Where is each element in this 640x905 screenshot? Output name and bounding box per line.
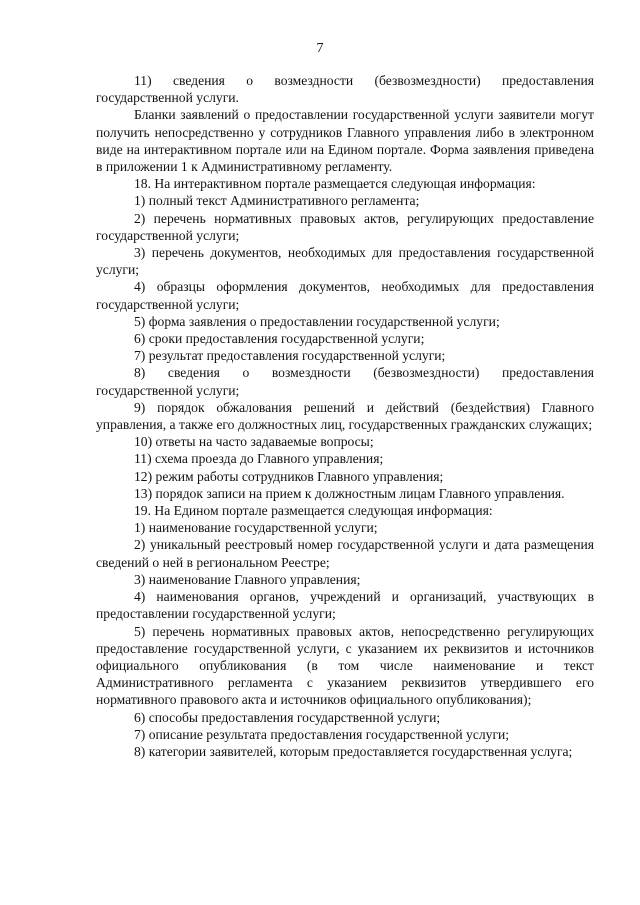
list-item: 3) наименование Главного управления; bbox=[134, 571, 361, 587]
list-item: 8) категории заявителей, которым предоставляется государственная услуга; bbox=[134, 743, 573, 759]
paragraph: Бланки заявлений о предоставлении государственной услуги заявители могут получить непосредственно у сотрудников Главного управления либо в электронном виде на интерактивном портале или на Едином портале. Форма заявления приведена в приложении 1 к Административному регламенту. bbox=[96, 107, 594, 175]
list-item: 10) ответы на часто задаваемые вопросы; bbox=[134, 434, 374, 450]
list-item: 5) форма заявления о предоставлении государственной услуги; bbox=[134, 313, 500, 329]
paragraph: 11) сведения о возмездности (безвозмездности) предоставления государственной услуги. bbox=[96, 73, 594, 106]
list-item: 9) порядок обжалования решений и действий (бездействия) Главного управления, а также его должностных лиц, государственных гражданских служащих; bbox=[96, 399, 594, 433]
list-item: 7) результат предоставления государственной услуги; bbox=[134, 348, 446, 364]
list-item: 12) режим работы сотрудников Главного управления; bbox=[134, 468, 444, 484]
list-item: 1) полный текст Административного регламента; bbox=[134, 193, 420, 209]
list-item: 4) наименования органов, учреждений и организаций, участвующих в предоставлении государственной услуги; bbox=[96, 589, 594, 622]
list-item: 5) перечень нормативных правовых актов, непосредственно регулирующих предоставление государственной услуги, с указанием их реквизитов и источников официального опубликования (в том числе наименование и текст Административного регламента с указанием реквизитов утвердившего его нормативного правового акта и источников официального опубликования); bbox=[96, 623, 594, 708]
list-item: 8) сведения о возмездности (безвозмездности) предоставления государственной услуги; bbox=[96, 365, 594, 398]
list-item: 1) наименование государственной услуги; bbox=[134, 520, 378, 536]
list-item: 11) схема проезда до Главного управления; bbox=[134, 451, 384, 467]
list-item: 2) уникальный реестровый номер государственной услуги и дата размещения сведений о ней в региональном Реестре; bbox=[96, 537, 594, 570]
list-item: 6) способы предоставления государственной услуги; bbox=[134, 709, 441, 725]
list-item: 2) перечень нормативных правовых актов, регулирующих предоставление государственной услуги; bbox=[96, 210, 594, 243]
list-item: 6) сроки предоставления государственной услуги; bbox=[134, 331, 425, 347]
paragraph: 19. На Едином портале размещается следующая информация: bbox=[134, 503, 493, 519]
page-number: 7 bbox=[316, 41, 324, 56]
list-item: 13) порядок записи на прием к должностным лицам Главного управления. bbox=[134, 485, 565, 501]
document-body bbox=[96, 72, 594, 760]
list-item: 4) образцы оформления документов, необходимых для предоставления государственной услуги; bbox=[96, 279, 594, 312]
list-item: 7) описание результата предоставления государственной услуги; bbox=[134, 726, 510, 742]
list-item: 3) перечень документов, необходимых для предоставления государственной услуги; bbox=[96, 245, 594, 278]
paragraph: 18. На интерактивном портале размещается следующая информация: bbox=[134, 176, 536, 192]
